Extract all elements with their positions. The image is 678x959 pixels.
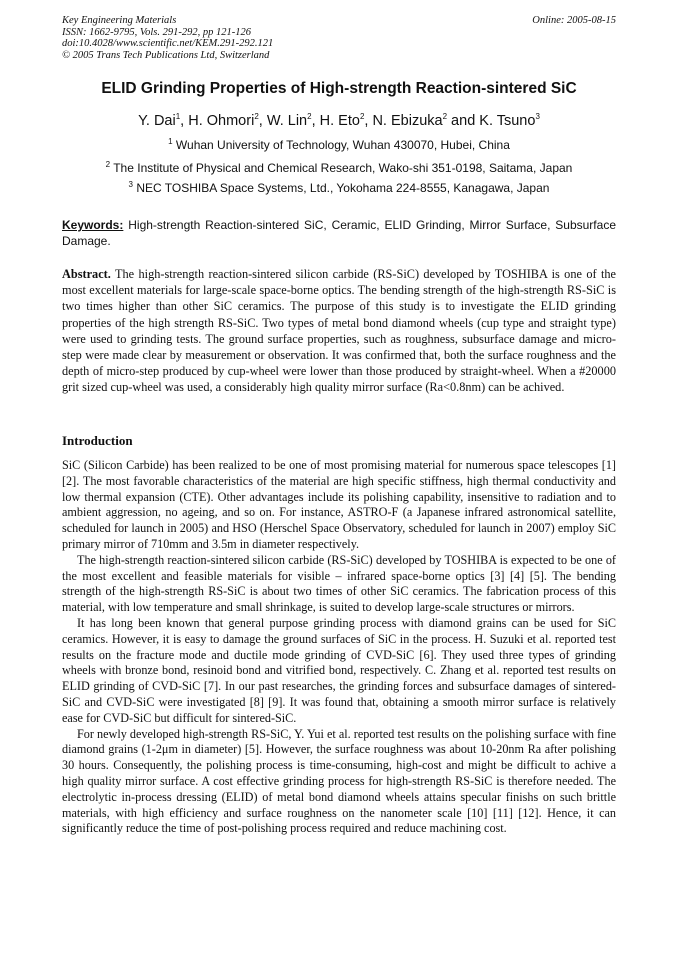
abstract-text: The high-strength reaction-sintered silicon carbide (RS-SiC) developed by TOSHIBA is one of the most excellent materials for large-scale space-borne optics. The bending strength of the high-strength RS-SiC is two times higher than other SiC ceramics. The purpose of this study is to investigate the ELID grinding properties of the high strength RS-SiC. Two types of metal bond diamond wheels (cup type and straight type) were used to grinding tests. The ground surface properties, such as roughness, subsurface damage and micro-step were made clear by measurement or observation. It was confirmed that, both the surface roughness and the depth of micro-step produced by cup-wheel were lower than those produced by straight-wheel. When a #20000 grit sized cup-wheel was used, a considerably high quality mirror surface (Ra<0.8nm) can be achived. [62,267,616,395]
author: K. Tsuno$^3$ [479,112,540,129]
paper-title: ELID Grinding Properties of High-strength Reaction-sintered SiC [101,80,577,97]
journal-header [62,15,273,61]
abstract [62,266,616,396]
keywords [62,217,616,249]
keywords-text: High-strength Reaction-sintered SiC, Ceramic, ELID Grinding, Mirror Surface, Subsurface Damage. [62,218,616,248]
introduction-body [62,458,616,837]
author: H. Ohmori$^2$, [188,112,267,129]
paragraph: SiC (Silicon Carbide) has been realized to be one of most promising material for numerous space telescopes [1] [2]. The most favorable characteristics of the material are high specific stiffness, high thermal conductivity and low thermal expansion (CTE). Other advantages include its polishing capability, insensitive to radiation and to ambient aggression, no ageing, and so on. For instance, ASTRO-F (a Japanese infrared astronomical satellite, scheduled for launch in 2005) and HSO (Herschel Space Observatory, scheduled for launch in 2007) employ SiC primary mirror of 710mm and 3.5m in diameter respectively. [62,458,616,551]
paragraph: It has long been known that general purpose grinding process with diamond grains can be used for SiC ceramics. However, it is easy to damage the ground surfaces of SiC in the process. H. Suzuki et al. reported test results on the fracture mode and ductile mode grinding of CVD-SiC [6]. They used three types of grinding wheels with bronze bond, resinoid bond and vitrified bond, respectively. C. Zhang et al. reported test results on ELID grinding of CVD-SiC [7]. In our past researches, the grinding forces and subsurface damages of sintered-SiC and CVD-SiC were investigated [8] [9]. It was found that, obtaining a smooth mirror surface is relatively ease for CVD-SiC but difficult for sintered-SiC. [62,615,616,725]
author: N. Ebizuka$^2$ and [372,112,480,129]
keywords-label: Keywords: [62,218,124,232]
section-heading-introduction: Introduction [62,433,133,448]
author: Y. Dai$^1$, [138,112,189,129]
affiliation-2: $^2$ The Institute of Physical and Chemical Research, Wako-shi 351-0198, Saitama, Japan [105,160,573,175]
author-list [62,113,616,129]
issn-line: ISSN: 1662-9795, Vols. 291-292, pp 121-126 [62,26,251,38]
copyright-line: © 2005 Trans Tech Publications Ltd, Switzerland [62,49,270,61]
online-date: Online: 2005-08-15 [532,15,616,26]
abstract-label: Abstract. [62,267,111,281]
author: W. Lin$^2$, [266,112,320,129]
paragraph: For newly developed high-strength RS-SiC, Y. Yui et al. reported test results on the polishing surface with fine diamond grains (1-2μm in diameter) [5]. However, the surface roughness was about 10-20nm Ra after polishing 30 hours. Consequently, the polishing process is time-consuming, high-cost and might be difficult to achive a high quality mirror surface. A cost effective grinding process for high-strength RS-SiC is therefore needed. The electrolytic in-process dressing (ELID) of metal bond diamond wheels attains specular finishs on such brittle materials, with high efficiency and surface roughness on the nanometer scale [10] [11] [12]. Hence, it can significantly reduce the time of post-polishing process required and reduce machining cost. [62,726,616,836]
doi-line: doi:10.4028/www.scientific.net/KEM.291-292.121 [62,38,274,49]
paragraph: The high-strength reaction-sintered silicon carbide (RS-SiC) developed by TOSHIBA is expected to be one of the most excellent and feasible materials for visible – infrared space-borne optics [3] [4] [5]. The bending strength of the high-strength RS-SiC is about two times of other SiC ceramics. The fabrication process of this material, with low temperature and small shrinkage, is suited to develop large-scale structures or mirrors. [62,552,616,615]
affiliation-3: $^3$ NEC TOSHIBA Space Systems, Ltd., Yokohama 224-8555, Kanagawa, Japan [128,180,550,195]
author: H. Eto$^2$, [319,112,373,129]
affiliation-1: $^1$ Wuhan University of Technology, Wuhan 430070, Hubei, China [168,137,510,152]
journal-name: Key Engineering Materials [62,15,177,26]
